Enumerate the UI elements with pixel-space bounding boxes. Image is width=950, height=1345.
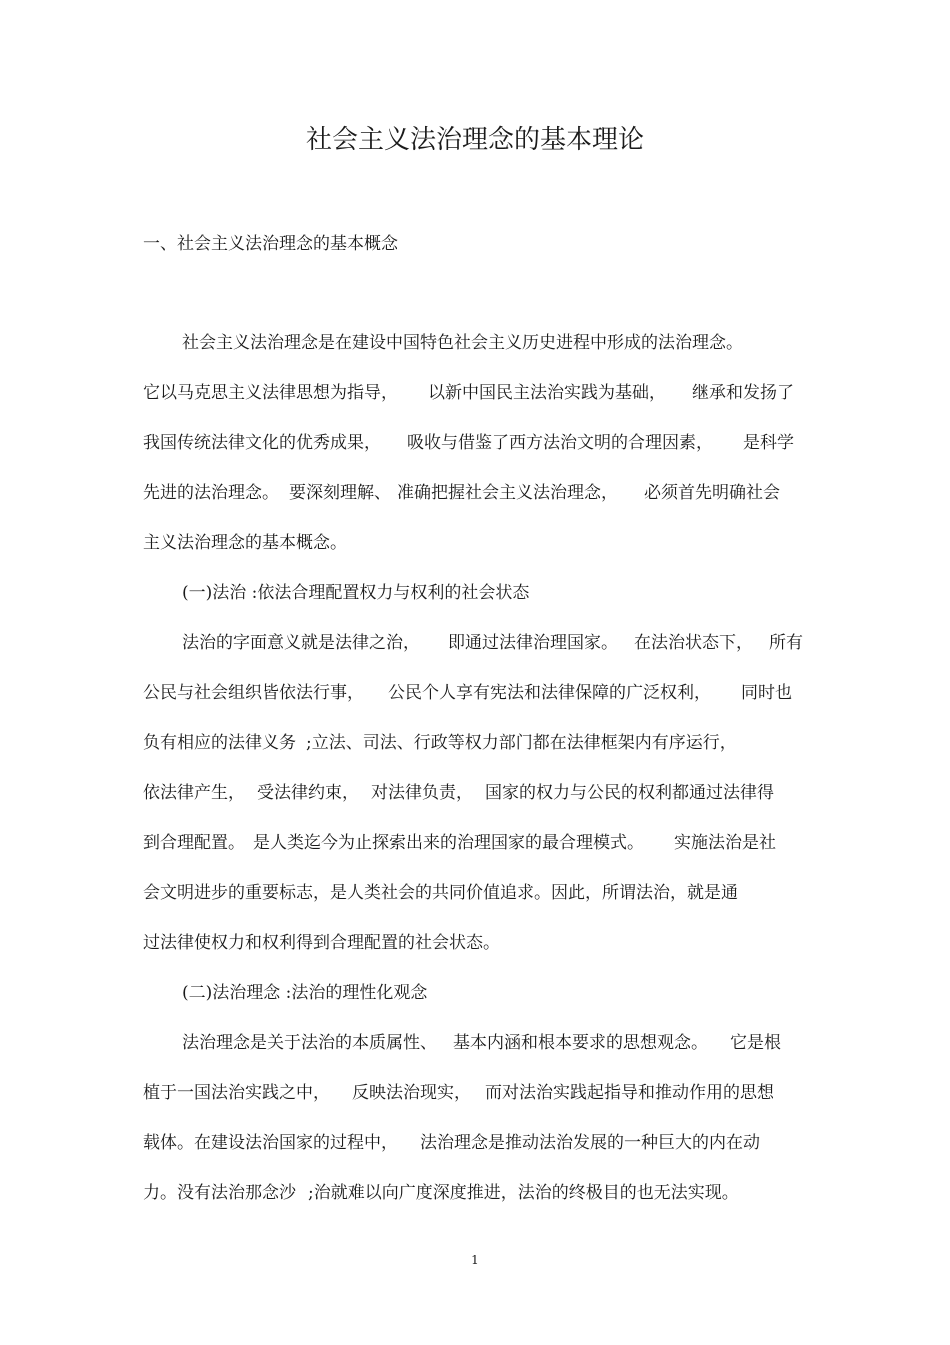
text-segment: 受法律约束， [257,783,359,803]
text-segment: 即通过法律治理国家。 [448,633,618,653]
paragraph-line: 过法律使权力和权利得到合理配置的社会状态。 [143,933,500,953]
paragraph-line [143,682,792,704]
text-segment: 而对法治实践起指导和推动作用的思想 [485,1083,774,1103]
text-segment: 国家的权力与公民的权利都通过法律得 [485,783,774,803]
paragraph-line: 社会主义法治理念是在建设中国特色社会主义历史进程中形成的法治理念。 [182,333,743,353]
text-segment: 负有相应的法律义务 [143,733,296,753]
paragraph-line [143,1182,739,1204]
paragraph-line [143,1082,774,1104]
text-segment: 到合理配置。 [143,833,245,853]
text-segment: 在法治状态下， [634,633,753,653]
text-segment: 要深刻理解、 [289,483,391,503]
text-segment: 力。没有法治那念沙 [143,1183,296,1203]
paragraph-line [143,782,774,804]
text-segment: 吸收与借鉴了西方法治文明的合理因素， [407,433,713,453]
paragraph-line [143,382,794,404]
page-number: 1 [471,1253,479,1267]
paragraph-line: 会文明进步的重要标志，是人类社会的共同价值追求。因此，所谓法治，就是通 [143,883,738,903]
text-segment: 对法律负责， [371,783,473,803]
paragraph-line [182,632,803,654]
text-segment: 公民个人享有宪法和法律保障的广泛权利， [388,683,711,703]
text-segment: ;治就难以向广度深度推进，法治的终极目的也无法实现。 [308,1183,739,1203]
text-segment: 所有 [769,633,803,653]
text-segment: 同时也 [741,683,792,703]
text-segment: 依法律产生， [143,783,245,803]
text-segment: 法治的字面意义就是法律之治， [182,633,420,653]
text-segment: 反映法治现实， [352,1083,471,1103]
text-segment: 它以马克思主义法律思想为指导， [143,383,398,403]
text-segment: 实施法治是社 [674,833,776,853]
section-heading: 一、社会主义法治理念的基本概念 [143,234,398,254]
paragraph-line [143,732,737,754]
text-segment: 继承和发扬了 [692,383,794,403]
text-segment: 法治理念是推动法治发展的一种巨大的内在动 [420,1133,760,1153]
subheading: (二)法治理念 :法治的理性化观念 [182,983,428,1003]
paragraph-line [143,832,776,854]
text-segment: 必须首先明确社会 [644,483,780,503]
paragraph-line [143,1132,760,1154]
text-segment: 植于一国法治实践之中， [143,1083,330,1103]
document-title: 社会主义法治理念的基本理论 [305,125,644,155]
text-segment: 它是根 [730,1033,781,1053]
text-segment: 是人类迄今为止探索出来的治理国家的最合理模式。 [253,833,644,853]
paragraph-line [182,1032,781,1054]
text-segment: 是科学 [743,433,794,453]
text-segment: 准确把握社会主义法治理念， [397,483,618,503]
text-segment: 公民与社会组织皆依法行事， [143,683,364,703]
text-segment: 我国传统法律文化的优秀成果， [143,433,381,453]
paragraph-line [143,432,794,454]
subheading: (一)法治 :依法合理配置权力与权利的社会状态 [182,583,530,603]
text-segment: ;立法、司法、行政等权力部门都在法律框架内有序运行， [306,733,737,753]
text-segment: 基本内涵和根本要求的思想观念。 [453,1033,708,1053]
paragraph-line: 主义法治理念的基本概念。 [143,533,347,553]
text-segment: 法治理念是关于法治的本质属性、 [182,1033,437,1053]
text-segment: 先进的法治理念。 [143,483,279,503]
paragraph-line [143,482,780,504]
text-segment: 以新中国民主法治实践为基础， [428,383,666,403]
text-segment: 载体。在建设法治国家的过程中， [143,1133,398,1153]
